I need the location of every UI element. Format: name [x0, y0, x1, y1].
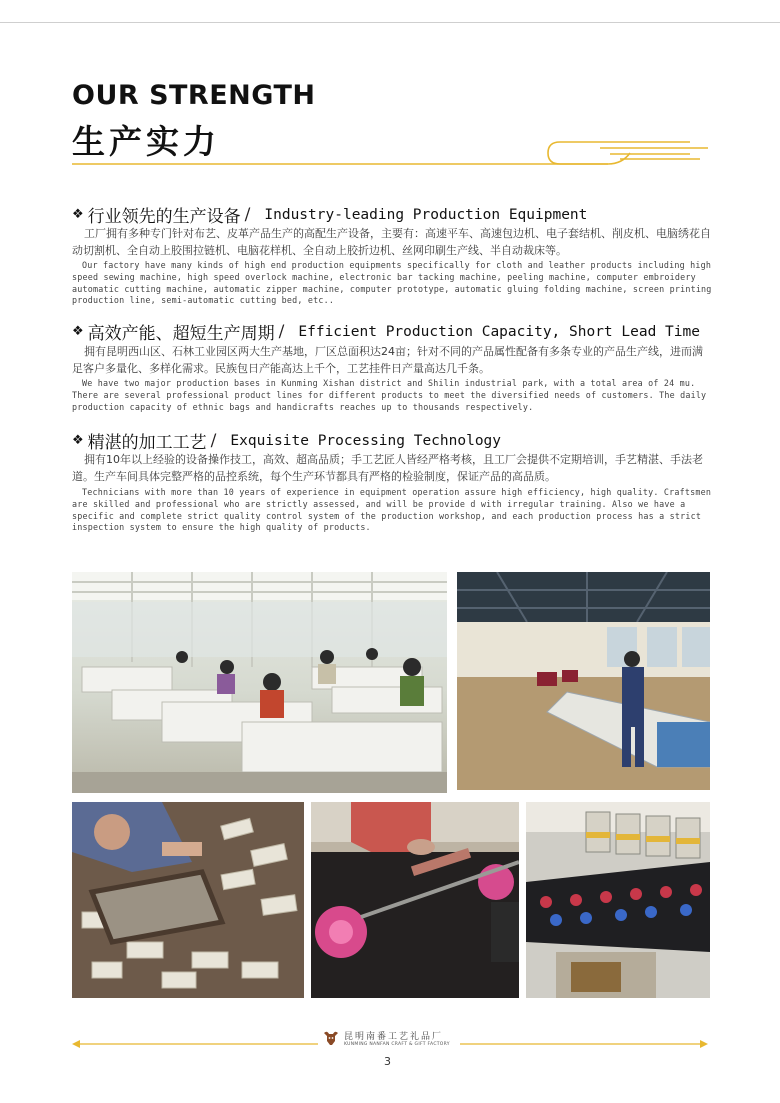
- section-heading: [72, 428, 501, 453]
- bullet-icon: ❖: [72, 207, 84, 222]
- page-number: 3: [384, 1055, 391, 1068]
- logo-emblem-icon: [322, 1030, 340, 1046]
- screen-printing-photo: [72, 802, 304, 998]
- heading-cn: 精湛的加工工艺: [87, 433, 207, 453]
- section-heading: [72, 319, 700, 344]
- heading-separator: /: [278, 321, 285, 342]
- top-divider: [0, 22, 780, 23]
- body-text-en: Technicians with more than 10 years of experience in equipment operation assure high efficiency, high quality. Craftsmen are skilled and professional who are strictly assessed, and will be provide d with irregular training. Also we have a specific and complete strict quality control system of the production workshop, and each production process has a strict inspection system to ensure the high quality of products.: [72, 487, 712, 533]
- bullet-icon: ❖: [72, 433, 84, 448]
- body-text-cn: 工厂拥有多种专门针对布艺、皮革产品生产的高配生产设备，主要有：高速平车、高速包边机、电子套结机、削皮机、电脑绣花自动切割机、全自动上胶围拉链机、电脑花样机、全自动上胶折边机、丝网印刷生产线、半自动裁床等。: [72, 227, 711, 257]
- heading-cn: 行业领先的生产设备: [87, 207, 241, 227]
- logo-text-cn: 昆明南番工艺礼品厂: [344, 1032, 444, 1042]
- heading-en: Industry-leading Production Equipment: [264, 206, 588, 223]
- section-heading: [72, 202, 587, 227]
- body-text-cn: 拥有10年以上经验的设备操作技工，高效、超高品质；手工艺匠人皆经严格考核，且工厂会提供不定期培训，手艺精湛、手法老道。生产车间具体完整严格的品控系统，每个生产环节都具有严格的检验制度，保证产品的高品质。: [72, 453, 703, 483]
- heading-cn: 高效产能、超短生产周期: [87, 324, 275, 344]
- cutting-table-workshop-photo: [457, 572, 710, 790]
- factory-logo: [322, 1029, 450, 1047]
- logo-text-en: KUNMING NANFAN CRAFT & GIFT FACTORY: [344, 1042, 450, 1047]
- heading-en: Efficient Production Capacity, Short Lead Time: [298, 323, 700, 340]
- page-title-cn: 生产实力: [72, 122, 220, 161]
- sewing-workshop-photo: [72, 572, 447, 793]
- heading-en: Exquisite Processing Technology: [230, 432, 502, 449]
- leather-cutting-photo: [311, 802, 519, 998]
- heading-separator: /: [244, 204, 251, 225]
- body-text-cn: 拥有昆明西山区、石林工业园区两大生产基地，厂区总面积达24亩；针对不同的产品属性配备有多条专业的产品生产线，进而满足客户多量化、多样化需求。民族包日产能高达上千个，工艺挂件日产量高达几千条。: [72, 345, 703, 375]
- body-text-en: Our factory have many kinds of high end production equipments specifically for cloth and leather products including high speed sewing machine, high speed overlock machine, electronic bar tacking machine, peeling machine, computer embroidery automatic cutting machine, automatic zipper machine, computer prototype, automatic gluing folding machine, screen printing production line, semi-automatic cutting bed, etc..: [72, 260, 712, 306]
- page-title-en: OUR STRENGTH: [72, 80, 316, 111]
- embroidery-machine-photo: [526, 802, 710, 998]
- gold-header-ornament: [0, 134, 780, 174]
- body-text-en: We have two major production bases in Kunming Xishan district and Shilin industrial park, with a total area of 24 mu. There are several professional product lines for different products to meet the diversified needs of customers. The daily production capacity of ethnic bags and handicrafts reaches up to thousands respectively.: [72, 378, 707, 412]
- bullet-icon: ❖: [72, 324, 84, 339]
- heading-separator: /: [210, 430, 217, 451]
